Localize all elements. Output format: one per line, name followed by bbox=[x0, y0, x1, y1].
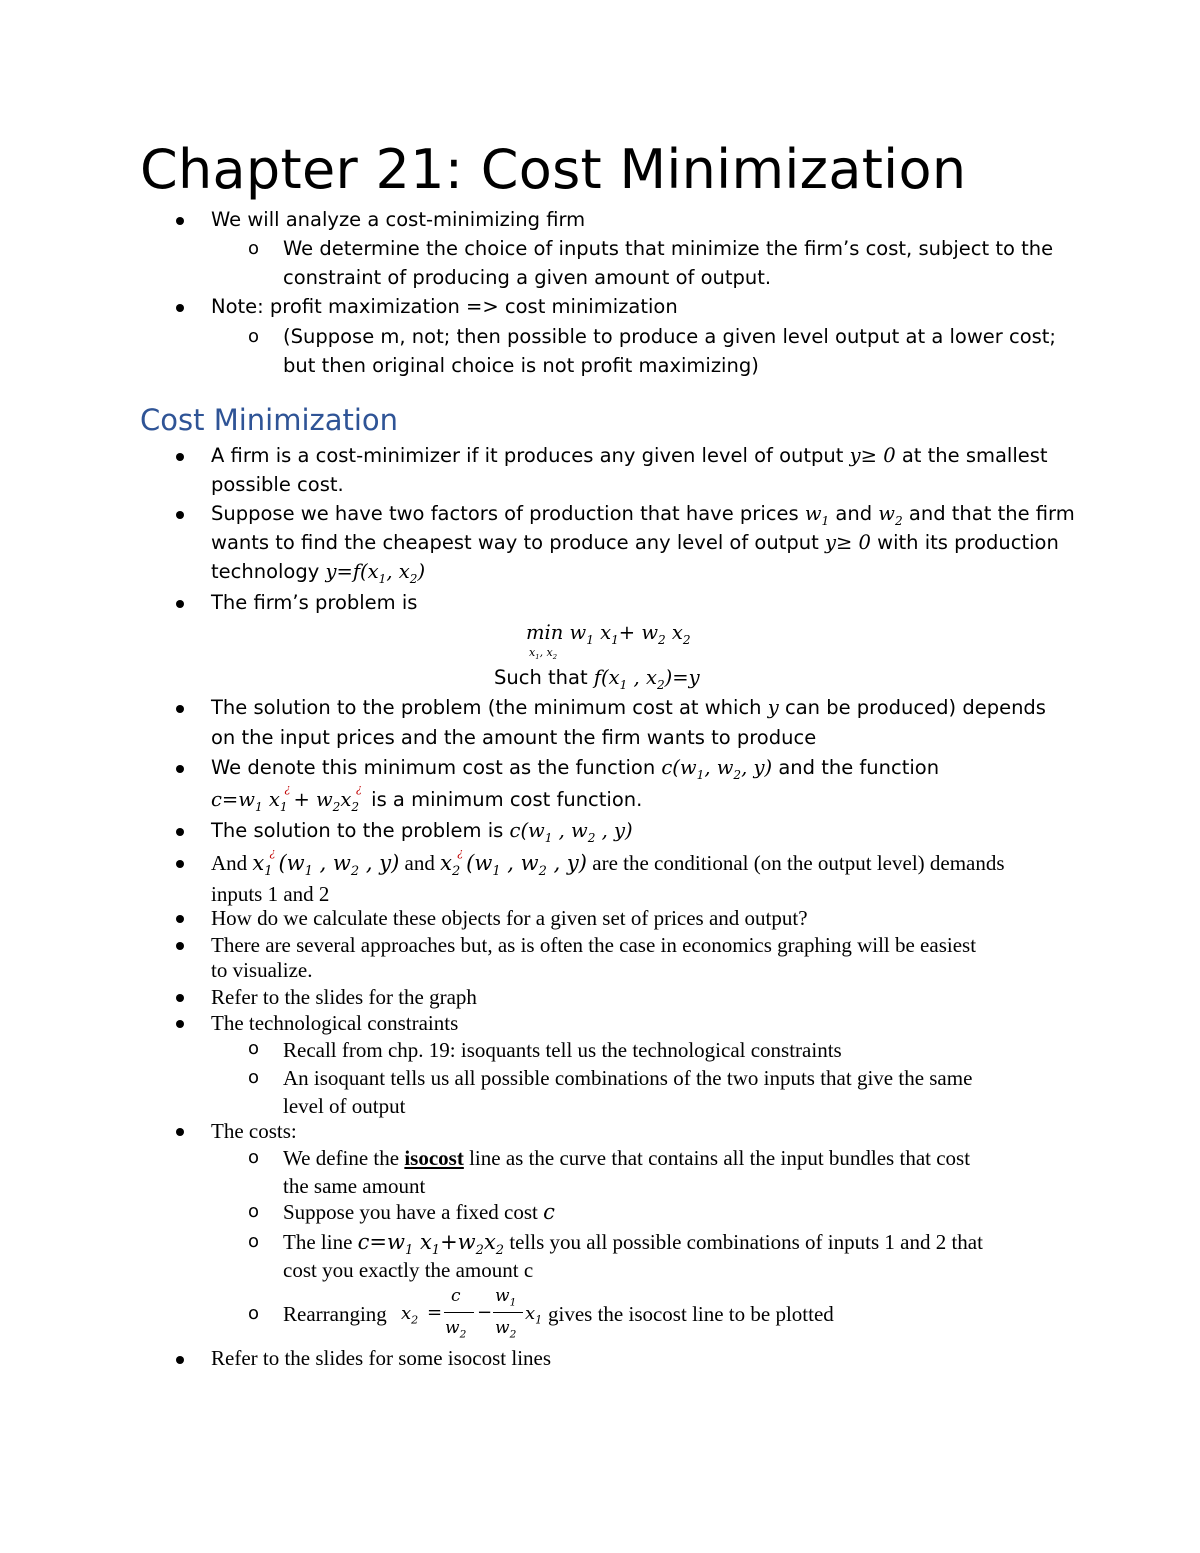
text-line: the same amount bbox=[283, 1174, 426, 1198]
text: are the conditional (on the output level) demands bbox=[592, 851, 1005, 875]
text: and the function bbox=[778, 756, 940, 779]
text: We denote this minimum cost as the function bbox=[211, 756, 656, 779]
math-production-function: $y=f(x_1$, $x_2$) bbox=[325, 560, 426, 586]
bullet-dot bbox=[176, 705, 184, 713]
intro-sub-2-line-1: (Suppose m, not; then possible to produce a given level output at a lower cost; bbox=[283, 325, 1057, 348]
fraction-bar bbox=[493, 1312, 523, 1313]
bullet-dot bbox=[176, 217, 184, 225]
bullet-dot bbox=[176, 915, 184, 923]
math-y: y bbox=[824, 531, 836, 554]
math-c-numerator: c bbox=[451, 1286, 461, 1306]
text-line: The technological constraints bbox=[211, 1011, 459, 1035]
red-marker: ¿ bbox=[356, 782, 362, 795]
math-y: y bbox=[849, 444, 861, 467]
math-constraint bbox=[494, 666, 700, 692]
intro-bullet-2: Note: profit maximization => cost minimization bbox=[211, 295, 678, 318]
bullet-dot bbox=[176, 511, 184, 519]
text-line: to visualize. bbox=[211, 958, 313, 982]
rearranging-label: Rearranging bbox=[283, 1302, 387, 1326]
text: The solution to the problem (the minimum cost at which bbox=[211, 696, 762, 719]
math-w2-denominator: $w_2$ bbox=[495, 1318, 517, 1341]
isocost-definition-line-1 bbox=[283, 1146, 970, 1171]
text: with its production bbox=[877, 531, 1059, 554]
text: at the smallest bbox=[901, 444, 1048, 467]
red-marker: ¿ bbox=[284, 782, 291, 795]
sub-bullet-circle: o bbox=[248, 238, 260, 259]
math-x1-demand: $x_1^¿$ ($w_1$ , $w_2$ , y) bbox=[252, 846, 400, 880]
text-line: There are several approaches but, as is often the case in economics graphing will be easiest bbox=[211, 933, 977, 957]
fraction-bar bbox=[444, 1312, 474, 1313]
solution-is bbox=[211, 819, 633, 845]
text-line: inputs 1 and 2 bbox=[211, 882, 330, 906]
intro-sub-1-line-1: We determine the choice of inputs that minimize the firm’s cost, subject to the bbox=[283, 237, 1054, 260]
text-line: level of output bbox=[283, 1094, 406, 1118]
math-w1-numerator: $w_1$ bbox=[495, 1286, 517, 1309]
text: wants to find the cheapest way to produce any level of output bbox=[211, 531, 819, 554]
two-factors-line-2 bbox=[211, 531, 1059, 554]
math-w2-denominator: $w_2$ bbox=[445, 1318, 467, 1341]
bullet-dot bbox=[176, 860, 184, 868]
text-line: The costs: bbox=[211, 1119, 297, 1143]
denote-line-2 bbox=[211, 782, 643, 814]
bullet-dot bbox=[176, 453, 184, 461]
text: The solution to the problem is bbox=[211, 819, 504, 842]
math-rearranged-isocost bbox=[401, 1286, 551, 1346]
text: A firm is a cost-minimizer if it produces any given level of output bbox=[211, 444, 844, 467]
denote-line-1 bbox=[211, 756, 939, 782]
sub-bullet-circle: o bbox=[248, 1201, 260, 1222]
solution-line-1 bbox=[211, 696, 1046, 719]
page-title: Chapter 21: Cost Minimization bbox=[140, 138, 967, 201]
sub-bullet-circle: o bbox=[248, 326, 260, 347]
text-line: possible cost. bbox=[211, 473, 344, 496]
text: and bbox=[835, 502, 873, 525]
two-factors-line-1 bbox=[211, 502, 1075, 528]
text: line as the curve that contains all the input bundles that cost bbox=[469, 1146, 971, 1170]
math-objective bbox=[526, 621, 691, 647]
math-geq0: ≥ 0 bbox=[860, 444, 896, 467]
math-minus: − bbox=[477, 1302, 493, 1323]
math-constraint-expr: $f(x_1$ , $x_2)=y$ bbox=[593, 666, 700, 692]
text: The line bbox=[283, 1230, 353, 1254]
intro-sub-1-line-2: constraint of producing a given amount of output. bbox=[283, 266, 772, 289]
bullet-dot bbox=[176, 600, 184, 608]
conditional-demands-line-1 bbox=[211, 846, 1005, 880]
math-y: y bbox=[767, 696, 779, 719]
bullet-dot bbox=[176, 828, 184, 836]
text: tells you all possible combinations of inputs 1 and 2 that bbox=[509, 1230, 983, 1254]
math-min-subscript: $x_1$, $x_2$ bbox=[529, 646, 558, 662]
bullet-dot bbox=[176, 994, 184, 1002]
math-c: c bbox=[543, 1200, 555, 1224]
math-w1: $w_1$ bbox=[804, 502, 830, 528]
text: can be produced) depends bbox=[784, 696, 1046, 719]
math-x1: $x_1$ bbox=[525, 1303, 543, 1327]
bullet-dot bbox=[176, 1356, 184, 1364]
bullet-dot bbox=[176, 1020, 184, 1028]
bullet-dot bbox=[176, 304, 184, 312]
red-marker: ¿ bbox=[457, 846, 464, 859]
firm-problem-label: The firm’s problem is bbox=[211, 591, 418, 614]
isocost-term: isocost bbox=[404, 1146, 464, 1170]
red-marker: ¿ bbox=[269, 846, 276, 859]
math-x2: $x_2$ bbox=[401, 1303, 419, 1327]
text: technology bbox=[211, 560, 320, 583]
math-w2: $w_2$ bbox=[878, 502, 903, 528]
text: is a minimum cost function. bbox=[371, 788, 643, 811]
bullet-dot bbox=[176, 1128, 184, 1136]
math-eq: = bbox=[427, 1302, 443, 1323]
text: and bbox=[404, 851, 435, 875]
cost-minimizer-definition bbox=[211, 444, 1048, 467]
text-line: Recall from chp. 19: isoquants tell us the technological constraints bbox=[283, 1038, 842, 1062]
sub-bullet-circle: o bbox=[248, 1038, 260, 1059]
math-isocost: $c=w_1$ $x_1+w_2x_2$ bbox=[357, 1230, 505, 1259]
math-geq0: ≥ 0 bbox=[835, 531, 871, 554]
math-solution: $c(w_1$ , $w_2$ , y) bbox=[509, 819, 633, 845]
text-line: gives the isocost line to be plotted bbox=[548, 1302, 834, 1326]
text-line: cost you exactly the amount c bbox=[283, 1258, 534, 1282]
text-line: Refer to the slides for the graph bbox=[211, 985, 477, 1009]
text: Suppose we have two factors of production that have prices bbox=[211, 502, 799, 525]
bullet-dot bbox=[176, 942, 184, 950]
text-line: How do we calculate these objects for a given set of prices and output? bbox=[211, 906, 808, 930]
intro-bullet-1: We will analyze a cost-minimizing firm bbox=[211, 208, 586, 231]
math-expression: $w_1$ $x_1+ w_2$ $x_2$ bbox=[569, 621, 691, 647]
sub-bullet-circle: o bbox=[248, 1147, 260, 1168]
text: Suppose you have a fixed cost bbox=[283, 1200, 538, 1224]
math-min-cost-function: $c=w_1$ $x_1^¿ + w_2x_2^¿$ bbox=[211, 782, 362, 814]
text-line: Refer to the slides for some isocost lines bbox=[211, 1346, 552, 1370]
fixed-cost-line bbox=[283, 1200, 555, 1225]
math-cost-function: $c(w_1$, $w_2$, y) bbox=[661, 756, 773, 782]
sub-bullet-circle: o bbox=[248, 1231, 260, 1252]
two-factors-line-3 bbox=[211, 560, 425, 586]
text: And bbox=[211, 851, 248, 875]
sub-bullet-circle: o bbox=[248, 1303, 260, 1324]
isocost-line-1 bbox=[283, 1230, 983, 1258]
intro-sub-2-line-2: but then original choice is not profit maximizing) bbox=[283, 354, 759, 377]
text-line: on the input prices and the amount the firm wants to produce bbox=[211, 726, 817, 749]
bullet-dot bbox=[176, 765, 184, 773]
math-x2-demand: $x_2^¿$ ($w_1$ , $w_2$ , y) bbox=[440, 846, 587, 880]
text: Such that bbox=[494, 666, 588, 689]
text: We define the bbox=[283, 1146, 400, 1170]
text: and that the firm bbox=[908, 502, 1075, 525]
sub-bullet-circle: o bbox=[248, 1067, 260, 1088]
section-heading: Cost Minimization bbox=[140, 403, 399, 437]
text-line: An isoquant tells us all possible combinations of the two inputs that give the same bbox=[283, 1066, 973, 1090]
math-min: min bbox=[526, 621, 564, 644]
